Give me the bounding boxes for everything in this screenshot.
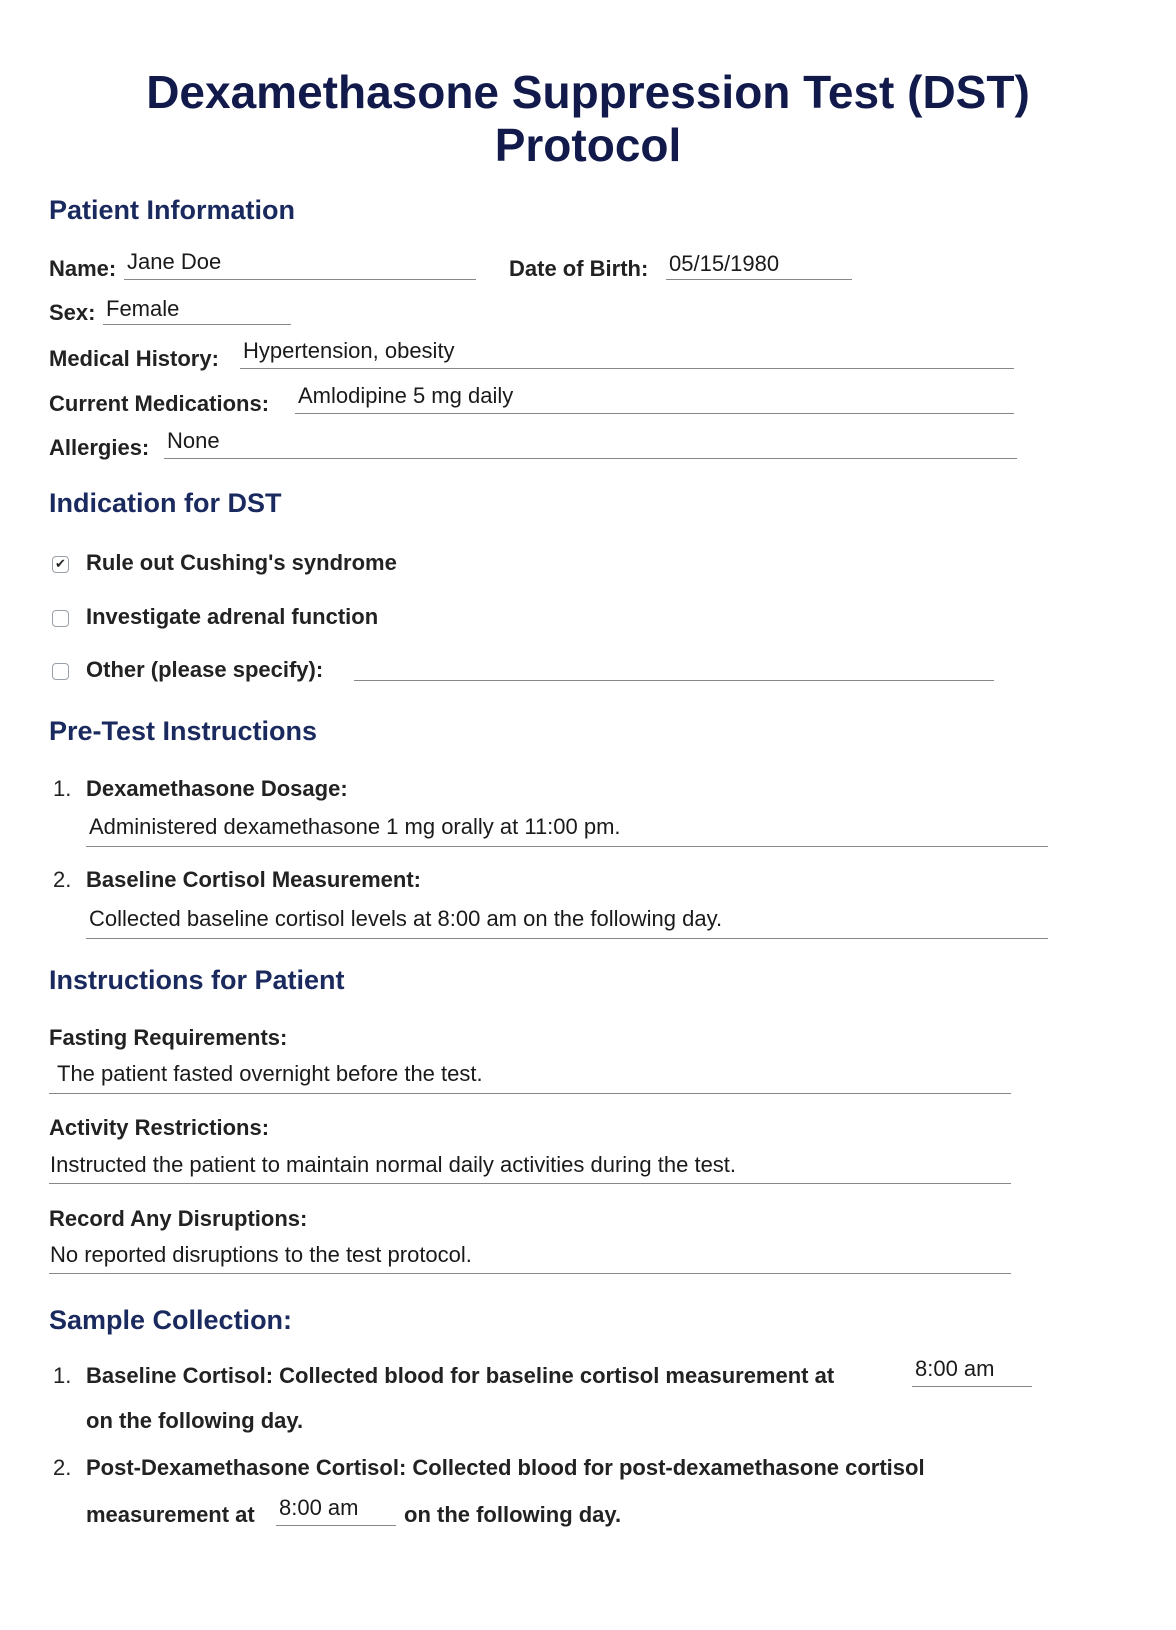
sample-item-number: 1. <box>53 1363 72 1388</box>
baseline-cortisol-label: Baseline Cortisol Measurement: <box>86 867 421 892</box>
patient-info-heading: Patient Information <box>49 195 296 225</box>
cushings-option-label: Rule out Cushing's syndrome <box>86 550 397 575</box>
post-dexamethasone-collection-text: Post-Dexamethasone Cortisol: Collected blood for post-dexamethasone cortisol <box>86 1455 925 1480</box>
allergies-field[interactable]: None <box>164 428 1017 459</box>
dob-label: Date of Birth: <box>509 256 649 281</box>
post-dexamethasone-tail: on the following day. <box>404 1502 622 1527</box>
record-disruptions-field[interactable]: No reported disruptions to the test protocol. <box>49 1242 1011 1274</box>
name-label: Name: <box>49 256 117 281</box>
other-specify-field[interactable] <box>354 680 994 681</box>
record-disruptions-label: Record Any Disruptions: <box>49 1206 308 1231</box>
adrenal-function-option-label: Investigate adrenal function <box>86 604 379 629</box>
fasting-requirements-label: Fasting Requirements: <box>49 1025 288 1050</box>
check-icon: ✔ <box>55 556 66 571</box>
page-title <box>0 66 1176 172</box>
sex-field[interactable]: Female <box>103 296 291 325</box>
baseline-collection-tail: on the following day. <box>86 1408 304 1433</box>
indication-heading: Indication for DST <box>49 488 282 518</box>
current-medications-label: Current Medications: <box>49 391 270 416</box>
post-dexamethasone-time-field[interactable]: 8:00 am <box>276 1495 396 1526</box>
title-line-2: Protocol <box>494 119 682 171</box>
baseline-collection-time-field[interactable]: 8:00 am <box>912 1356 1032 1387</box>
sex-label: Sex: <box>49 300 96 325</box>
title-line-1: Dexamethasone Suppression Test (DST) <box>146 66 1030 118</box>
medical-history-label: Medical History: <box>49 346 219 371</box>
baseline-cortisol-field[interactable]: Collected baseline cortisol levels at 8:00 am on the following day. <box>86 906 1048 939</box>
current-medications-field[interactable]: Amlodipine 5 mg daily <box>295 383 1014 414</box>
dob-field[interactable]: 05/15/1980 <box>666 251 852 280</box>
fasting-requirements-field[interactable]: The patient fasted overnight before the test. <box>49 1061 1011 1094</box>
pretest-heading: Pre-Test Instructions <box>49 716 318 746</box>
pretest-item-number: 2. <box>53 867 72 892</box>
sample-item-number: 2. <box>53 1455 72 1480</box>
name-field[interactable]: Jane Doe <box>124 249 476 280</box>
dexamethasone-dosage-label: Dexamethasone Dosage: <box>86 776 348 801</box>
pretest-item-number: 1. <box>53 776 72 801</box>
baseline-cortisol-collection-text: Baseline Cortisol: Collected blood for baseline cortisol measurement at <box>86 1363 835 1388</box>
adrenal-function-checkbox[interactable] <box>52 610 69 627</box>
allergies-label: Allergies: <box>49 435 150 460</box>
dexamethasone-dosage-field[interactable]: Administered dexamethasone 1 mg orally at 11:00 pm. <box>86 814 1048 847</box>
other-option-label: Other (please specify): <box>86 657 324 682</box>
activity-restrictions-field[interactable]: Instructed the patient to maintain normal daily activities during the test. <box>49 1152 1011 1184</box>
medical-history-field[interactable]: Hypertension, obesity <box>240 338 1014 369</box>
cushings-checkbox[interactable] <box>52 556 69 573</box>
activity-restrictions-label: Activity Restrictions: <box>49 1115 270 1140</box>
patient-instructions-heading: Instructions for Patient <box>49 965 345 995</box>
post-dexamethasone-prefix: measurement at <box>86 1502 255 1527</box>
sample-collection-heading: Sample Collection: <box>49 1305 293 1335</box>
other-checkbox[interactable] <box>52 663 69 680</box>
